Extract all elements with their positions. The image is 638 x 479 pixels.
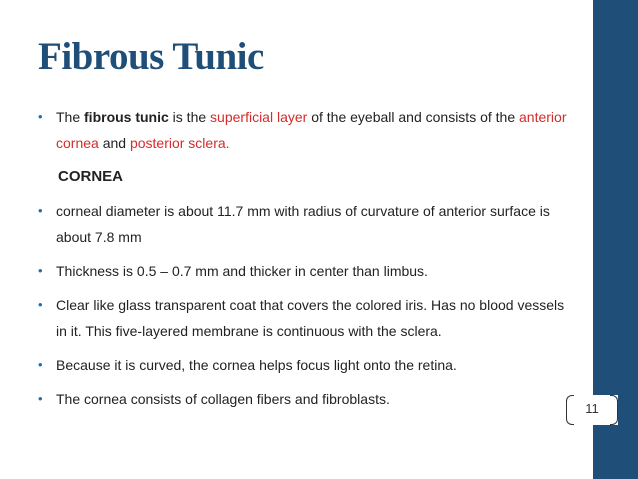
page-number: 11 [585,401,599,416]
bullet-item [38,386,578,412]
bullet-marker: • [38,357,43,372]
bracket-right [610,395,618,425]
bullet-marker: • [38,109,43,124]
bullet-text: The cornea consists of collagen fibers and fibroblasts. [56,391,390,407]
bullet-marker: • [38,263,43,278]
bullet-text: The fibrous tunic is the superficial layer of the eyeball and consists of the anterior cornea and posterior sclera. [56,109,567,151]
page-number-badge [566,395,618,425]
highlight-posterior-sclera: posterior sclera. [129,135,230,151]
bullet-item [38,258,578,284]
section-heading: CORNEA [58,168,124,185]
highlight-superficial-layer: superficial layer [210,109,308,125]
slide-content [38,104,578,420]
bullet-text: corneal diameter is about 11.7 mm with radius of curvature of anterior surface is about 7.8 mm [56,203,550,245]
slide-title: Fibrous Tunic [38,35,264,78]
bullet-marker: • [38,203,43,218]
highlight-anterior-cornea: anterior cornea [56,109,567,151]
bullet-text: Clear like glass transparent coat that covers the colored iris. Has no blood vessels in it. This five-layered membrane is continuous with the sclera. [56,297,565,339]
bullet-item [38,352,578,378]
bullet-marker: • [38,297,43,312]
term-fibrous-tunic: fibrous tunic [84,109,169,125]
bullet-item [38,198,578,250]
bullet-text: Thickness is 0.5 – 0.7 mm and thicker in center than limbus. [56,263,428,279]
bullet-text: Because it is curved, the cornea helps focus light onto the retina. [56,357,457,373]
bullet-marker: • [38,391,43,406]
bullet-item [38,292,578,344]
bullet-intro [38,104,578,156]
